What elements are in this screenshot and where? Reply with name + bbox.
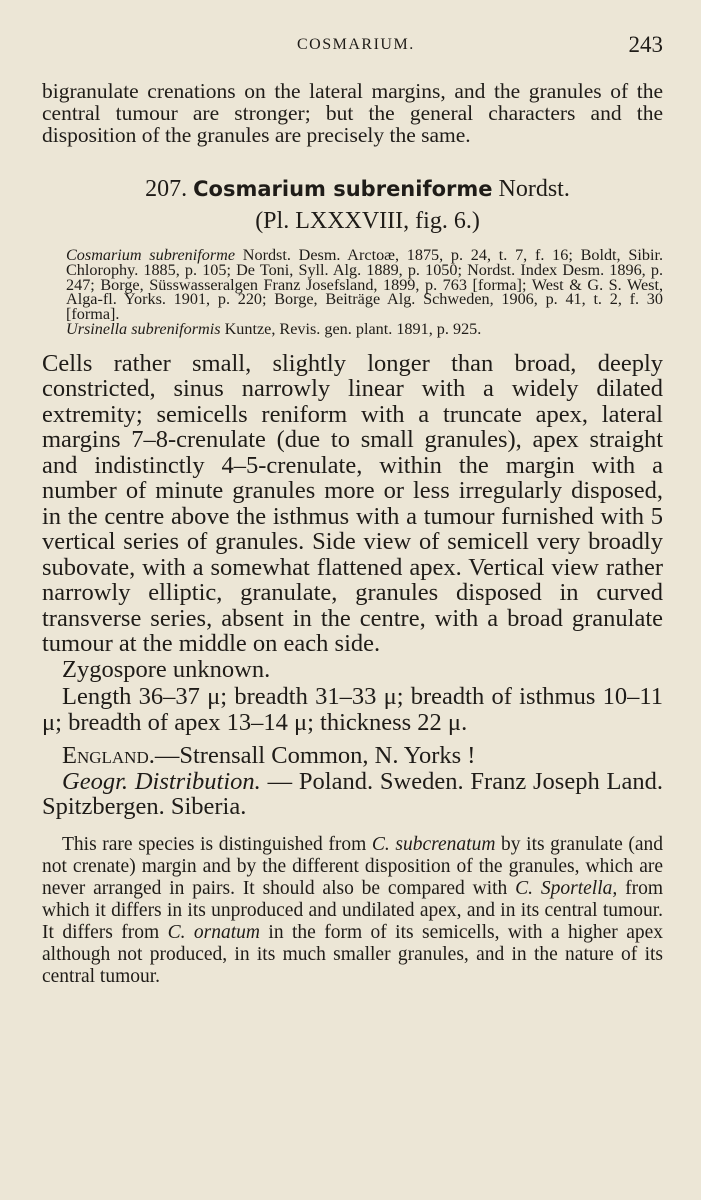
description-block: [42, 351, 663, 820]
species-name: Cosmarium subreniforme: [193, 177, 493, 201]
locality-text: —Strensall Common, N. Yorks !: [154, 742, 476, 770]
taxon-name: C. subcrenatum: [371, 833, 496, 855]
description-paragraph: Cells rather small, slightly longer than broad, deeply constricted, sinus narrowly linear with a widely dilated extremity; semicells reniform with a truncate apex, lateral margins 7–8-crenulate (due to small granules), apex straight and indistinctly 4–5-crenulate, within the margin with a number of minute granules more or less irregularly disposed, in the centre above the isthmus with a tumour furnished with 5 vertical series of granules. Side view of semicell very broadly subovate, with a somewhat flattened apex. Vertical view rather narrowly elliptic, granulate, granules disposed in curved transverse series, absent in the centre, with a broad granulate tumour at the middle on each side.: [42, 349, 663, 658]
page-number: 243: [628, 32, 663, 57]
synonym-references: Kuntze, Revis. gen. plant. 1891, p. 925.: [224, 319, 482, 338]
synonymy-block: [42, 248, 663, 337]
synonymy-entry-2: [66, 319, 663, 338]
distribution-label: Geogr. Distribution.: [62, 767, 261, 795]
remarks-block: [42, 834, 663, 988]
species-authority: Nordst.: [498, 176, 570, 202]
distribution-text: — Poland. Sweden. Franz Joseph Land. Spitzbergen. Siberia.: [42, 767, 664, 821]
plate-reference: (Pl. LXXXVIII, fig. 6.): [255, 208, 480, 234]
synonym-name: Cosmarium subreniforme: [66, 246, 236, 264]
species-number: 207.: [145, 176, 188, 202]
synonym-references: Nordst. Desm. Arctoæ, 1875, p. 24, t. 7, f. 16; Boldt, Sibir. Chlorophy. 1885, p. 105; De Toni, Syll. Alg. 1889, p. 1050; Nordst. Index Desm. 1896, p. 247; Borge, Süsswasseralgen Franz Josefsland, 1899, p. 763 [forma]; West & G. S. West, Alga-fl. Yorks. 1901, p. 220; Borge, Beiträge Alg. Schweden, 1906, p. 41, t. 2, f. 30 [forma].: [66, 246, 663, 324]
measurements: Length 36–37 μ; breadth 31–33 μ; breadth of isthmus 10–11 μ; breadth of apex 13–14 μ; thickness 22 μ.: [42, 683, 663, 736]
remarks-text: This rare species is distinguished from: [62, 833, 367, 855]
synonym-name: Ursinella subreniformis: [66, 319, 221, 338]
species-heading: [42, 172, 663, 206]
remarks-text: by its granulate (and not crenate) margin and by the different disposition of the granules, which are never arranged in pairs. It should also be compared with: [42, 833, 663, 899]
running-head-title: COSMARIUM.: [297, 36, 415, 53]
locality-label: England.: [62, 742, 155, 770]
remarks-paragraph: [42, 834, 663, 988]
running-head: [42, 32, 663, 72]
geographic-distribution: [42, 769, 663, 820]
synonymy-entry-1: [66, 248, 663, 322]
taxon-name: C. Sportella,: [515, 877, 618, 899]
zygospore-note: Zygospore unknown.: [62, 655, 271, 683]
remarks-text: in the form of its semicells, with a higher apex although not produced, in its much smaller granules, and in the nature of its central tumour.: [42, 921, 664, 987]
taxon-name: C. ornatum: [167, 921, 260, 943]
remarks-text: from which it differs in its unproduced and undilated apex, and in its central tumour. It differs from: [42, 877, 664, 943]
locality-england: [42, 743, 663, 769]
continued-paragraph: bigranulate crenations on the lateral margins, and the granules of the central tumour are stronger; but the general characters and the disposition of the granules are precisely the same.: [42, 79, 663, 147]
